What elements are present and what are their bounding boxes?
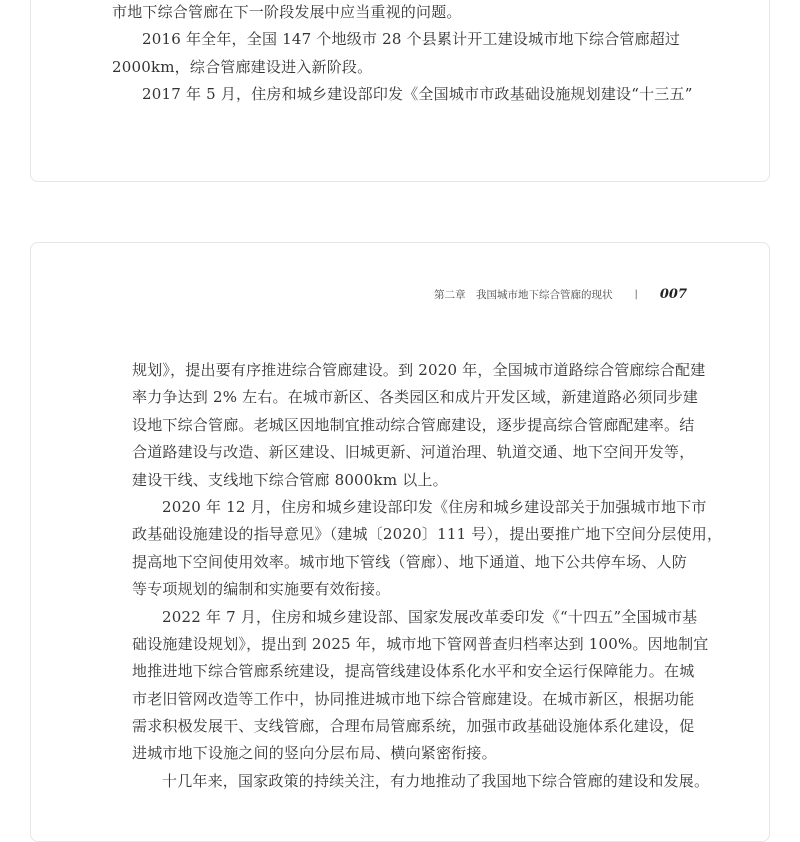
text-line: 需求积极发展干、支线管廊，合理布局管廊系统，加强市政基础设施体系化建设，促	[132, 717, 695, 736]
text-line: 市地下综合管廊在下一阶段发展中应当重视的问题。	[112, 3, 462, 21]
page-top-body	[112, 0, 693, 109]
text-line: 2000km，综合管廊建设进入新阶段。	[112, 57, 373, 76]
text-line: 十几年来，国家政策的持续关注，有力地推动了我国地下综合管廊的建设和发展。	[162, 771, 710, 790]
page-bottom	[30, 242, 770, 842]
text-line: 率力争达到 2% 左右。在城市新区、各类园区和成片开发区域，新建道路必须同步建	[132, 388, 699, 407]
text-line: 规划》，提出要有序推进综合管廊建设。到 2020 年，全国城市道路综合管廊综合配建	[132, 361, 706, 379]
text-line: 建设干线、支线地下综合管廊 8000km 以上。	[132, 470, 448, 489]
text-line: 合道路建设与改造、新区建设、旧城更新、河道治理、轨道交通、地下空间开发等，	[132, 443, 695, 462]
chapter-title: 第二章 我国城市地下综合管廊的现状	[433, 289, 613, 301]
page-number: 007	[659, 287, 687, 302]
text-line: 础设施建设规划》，提出到 2025 年，城市地下管网普查归档率达到 100%。因地制宜	[132, 634, 709, 653]
text-line: 进城市地下设施之间的竖向分层布局、横向紧密衔接。	[132, 744, 497, 763]
text-line: 等专项规划的编制和实施要有效衔接。	[132, 580, 391, 599]
page-bottom-body	[132, 357, 722, 795]
text-line: 设地下综合管廊。老城区因地制宜推动综合管廊建设，逐步提高综合管廊配建率。结	[132, 415, 695, 434]
running-header	[434, 287, 687, 302]
text-line: 市老旧管网改造等工作中，协同推进城市地下综合管廊建设。在城市新区，根据功能	[132, 689, 695, 708]
header-separator: |	[634, 289, 638, 300]
page-top	[30, 0, 770, 182]
text-line: 地推进地下综合管廊系统建设，提高管线建设体系化水平和安全运行保障能力。在城	[132, 662, 695, 681]
text-line: 2017 年 5 月，住房和城乡建设部印发《全国城市市政基础设施规划建设“十三五”	[142, 85, 693, 104]
text-line: 2016 年全年，全国 147 个地级市 28 个县累计开工建设城市地下综合管廊超过	[142, 30, 681, 49]
text-line: 2020 年 12 月，住房和城乡建设部印发《住房和城乡建设部关于加强城市地下市	[162, 497, 707, 516]
text-line: 2022 年 7 月，住房和城乡建设部、国家发展改革委印发《“十四五”全国城市基	[162, 607, 698, 626]
text-line: 政基础设施建设的指导意见》（建城〔2020〕111 号），提出要推广地下空间分层使用，	[132, 525, 723, 544]
text-line: 提高地下空间使用效率。城市地下管线（管廊）、地下通道、地下公共停车场、人防	[132, 552, 687, 571]
